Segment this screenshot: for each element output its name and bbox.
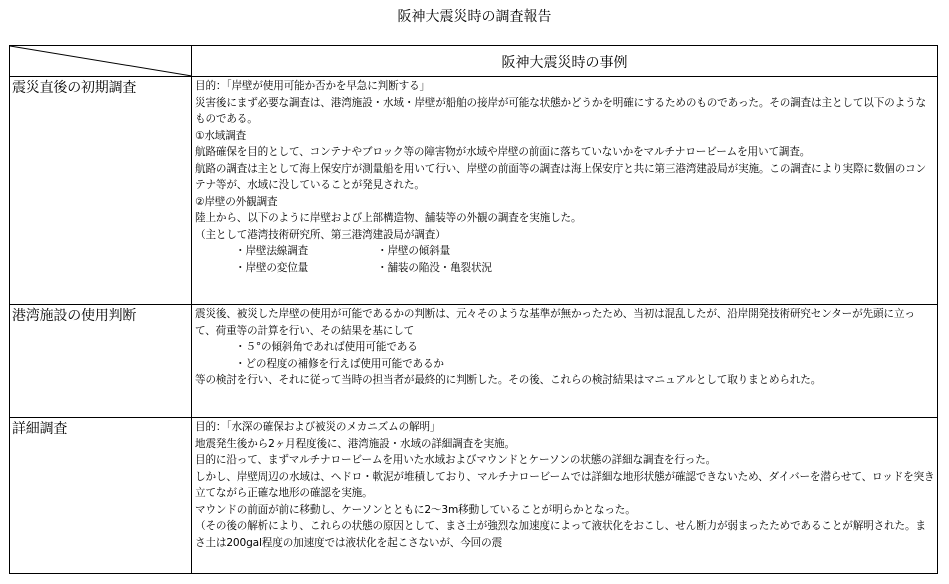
diagonal-line	[10, 46, 192, 76]
table-row	[10, 77, 938, 305]
content-line: 地震発生後から2ヶ月程度後に、港湾施設・水域の詳細調査を実施。	[195, 437, 515, 450]
content-line: 震災後、被災した岸壁の使用が可能であるかの判断は、元々そのような基準が無かったため、当初は混乱したが、沿岸開発技術研究センターが先頭に立って、荷重等の計算を行い、その結果を基にして	[195, 308, 915, 337]
content-line: 陸上から、以下のように岸壁および上部構造物、舗装等の外観の調査を実施した。	[195, 212, 582, 224]
checklist-item: ・岸壁法線調査	[235, 245, 309, 257]
content-line: 航路確保を目的として、コンテナやブロック等の障害物が水域や岸壁の前面に落ちていないかをマルチナロービームを用いて調査。	[195, 146, 811, 158]
content-line: （その後の解析により、これらの状態の原因として、まさ土が強烈な加速度によって液状化をおこし、せん断力が弱まったためであることが解明された。まさ土は200gal程度の加速度では液状化を起こさないが、今回の震	[195, 520, 926, 549]
row-content	[192, 418, 938, 574]
content-line: 目的：「岸壁が使用可能か否かを早急に判断する」	[195, 80, 430, 92]
row-content	[192, 305, 938, 418]
content-line: 等の検討を行い、それに従って当時の担当者が最終的に判断した。その後、これらの検討結果はマニュアルとして取りまとめられた。	[195, 374, 822, 386]
page-title: 阪神大震災時の調査報告	[397, 9, 552, 25]
content-line: （主として港湾技術研究所、第三港湾建設局が調査）	[195, 228, 446, 241]
checklist-row	[195, 260, 935, 277]
report-table	[9, 45, 938, 574]
bullet-item: ・５°の傾斜角であれば使用可能である	[235, 341, 418, 353]
column-header: 阪神大震災時の事例	[192, 46, 938, 77]
content-line: 災害後にまず必要な調査は、港湾施設・水域・岸壁が船舶の接岸が可能な状態かどうかを明確にするためのものであった。その調査は主として以下のようなものである。	[195, 96, 926, 125]
checklist-item: ・岸壁の変位量	[235, 261, 309, 274]
bullet-item: ・どの程度の補修を行えば使用可能であるか	[235, 357, 444, 370]
table-row	[10, 418, 938, 574]
content-line: 航路の調査は主として海上保安庁が測量船を用いて行い、岸壁の前面等の調査は海上保安庁と共に第三港湾建設局が実施。この調査により実際に数個のコンテナ等が、水域に没していることが発見された。	[195, 162, 927, 191]
content-line: マウンドの前面が前に移動し、ケーソンとともに2～3m移動していることが明らかとなった。	[195, 503, 636, 516]
header-row	[10, 46, 938, 77]
row-label: 震災直後の初期調査	[10, 77, 192, 305]
content-line: 目的：「水深の確保および被災のメカニズムの解明」	[195, 421, 441, 433]
content-line: しかし、岸壁周辺の水域は、ヘドロ・軟泥が堆積しており、マルチナロービームでは詳細な地形状態が確認できないため、ダイバーを潜らせて、ロッドを突き立てながら正確な地形の確認を実施。	[195, 470, 935, 499]
checklist-item: ・舗装の陥没・亀裂状況	[377, 261, 492, 274]
corner-cell	[10, 46, 192, 77]
checklist-item: ・岸壁の傾斜量	[377, 245, 451, 257]
checklist-row	[195, 243, 935, 260]
content-line: ②岸壁の外観調査	[195, 195, 278, 208]
row-label: 港湾施設の使用判断	[10, 305, 192, 418]
content-line: ①水域調査	[195, 129, 247, 142]
table-row	[10, 305, 938, 418]
row-content	[192, 77, 938, 305]
row-label: 詳細調査	[10, 418, 192, 574]
content-line: 目的に沿って、まずマルチナロービームを用いた水域およびマウンドとケーソンの状態の詳細な調査を行った。	[195, 454, 717, 466]
